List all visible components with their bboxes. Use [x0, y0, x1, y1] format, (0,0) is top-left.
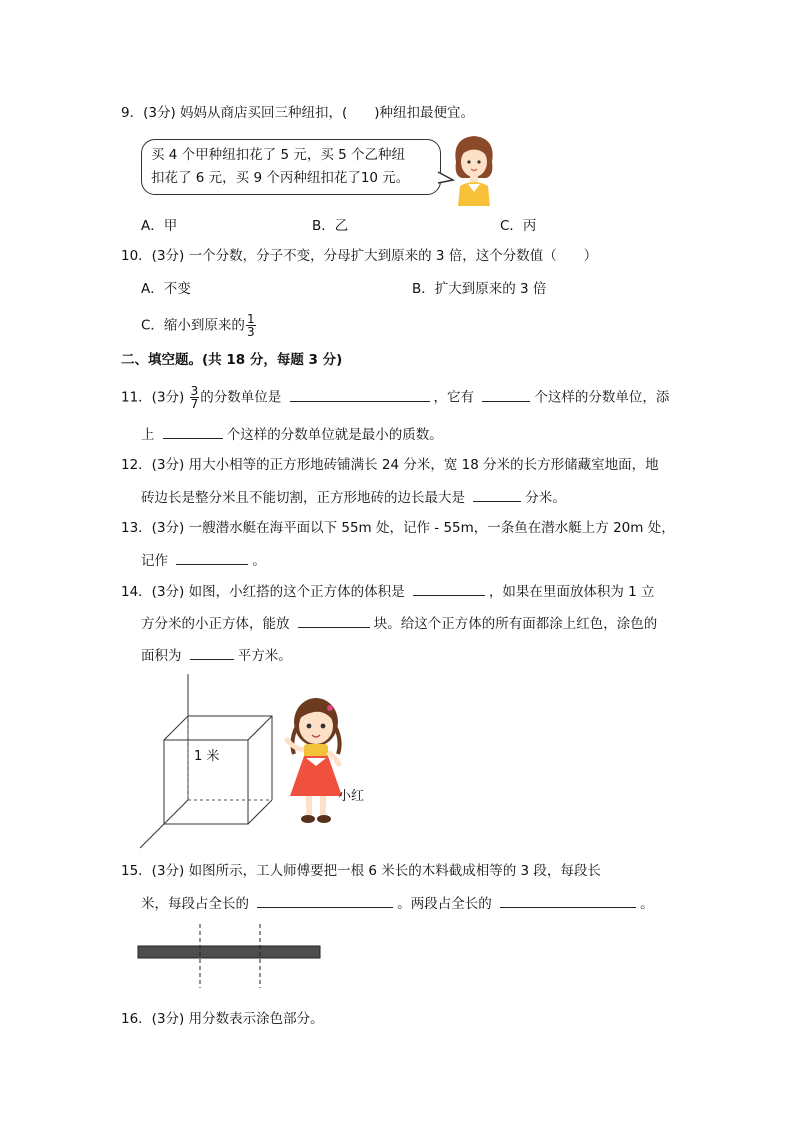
q14-line-2 — [141, 613, 657, 634]
q10-option-c — [141, 313, 257, 338]
q15-text-2b: 。两段占全长的 — [397, 896, 492, 912]
q14-line-3 — [141, 645, 292, 666]
q14-text-3b: 平方米。 — [237, 648, 292, 664]
answer-blank[interactable] — [257, 893, 393, 908]
girl-label: 小红 — [338, 789, 365, 804]
q9-option-b: B．乙 — [312, 218, 349, 234]
q12-line-1: 12．(3分) 用大小相等的正方形地砖铺满长 24 分米，宽 18 分米的长方形储藏室地面，地 — [121, 457, 659, 473]
q13-text-b: 。 — [252, 553, 266, 569]
q14-text-2b: 块。给这个正方体的所有面都涂上红色，涂色的 — [373, 616, 658, 632]
q10-stem: 10．(3分) 一个分数，分子不变，分母扩大到原来的 3 倍，这个分数值（ ） — [121, 248, 598, 264]
q16-stem: 16．(3分) 用分数表示涂色部分。 — [121, 1011, 324, 1027]
cube-edge-label: 1 米 — [194, 749, 220, 764]
wood-bar-diagram — [134, 922, 326, 992]
q11-text-5: 个这样的分数单位就是最小的质数。 — [226, 427, 443, 443]
fraction-denominator: 7 — [190, 397, 199, 411]
q11-prefix: 11．(3分) — [121, 389, 185, 406]
q12-line-2 — [141, 487, 566, 508]
q10-option-b: B．扩大到原来的 3 倍 — [412, 281, 547, 297]
q15-line-2 — [141, 893, 654, 914]
q11-line-2 — [141, 424, 443, 445]
answer-blank[interactable] — [163, 424, 223, 439]
q13-line-2 — [141, 550, 266, 571]
answer-blank[interactable] — [290, 387, 430, 402]
q13-text-a: 记作 — [141, 553, 168, 569]
q10-option-c-text: C．缩小到原来的 — [141, 317, 245, 334]
q10-option-a: A．不变 — [141, 281, 191, 297]
q12-text-a: 砖边长是整分米且不能切割，正方形地砖的边长最大是 — [141, 490, 465, 506]
fraction-denominator: 3 — [246, 325, 255, 339]
answer-blank[interactable] — [473, 487, 521, 502]
fraction-three-sevenths — [190, 385, 200, 410]
answer-blank[interactable] — [482, 387, 530, 402]
q14-line-1 — [121, 581, 655, 602]
q14-text-2a: 方分米的小正方体，能放 — [141, 616, 290, 632]
q15-text-2c: 。 — [640, 896, 654, 912]
q11-text-1: 的分数单位是 — [200, 389, 282, 406]
q11-text-3: 个这样的分数单位，添 — [534, 389, 670, 406]
q9-stem: 9．(3分) 妈妈从商店买回三种纽扣，( )种纽扣最便宜。 — [121, 105, 475, 121]
q15-text-2a: 米，每段占全长的 — [141, 896, 249, 912]
girl-xiaohong-illustration — [276, 692, 356, 828]
q11-line-1 — [121, 385, 669, 410]
answer-blank[interactable] — [413, 581, 485, 596]
bubble-line-1: 买 4 个甲种纽扣花了 5 元，买 5 个乙种纽 — [151, 147, 406, 163]
q11-text-4: 上 — [141, 427, 155, 443]
answer-blank[interactable] — [298, 613, 370, 628]
section-heading: 二、填空题。(共 18 分，每题 3 分) — [121, 352, 343, 368]
answer-blank[interactable] — [190, 645, 234, 660]
q9-option-a: A．甲 — [141, 218, 178, 234]
fraction-one-third — [246, 313, 256, 338]
q14-text-3a: 面积为 — [141, 648, 182, 664]
q12-text-b: 分米。 — [525, 490, 566, 506]
q11-text-2: ，它有 — [433, 389, 475, 406]
q14-text-1a: 14．(3分) 如图，小红搭的这个正方体的体积是 — [121, 584, 405, 600]
fraction-numerator: 1 — [246, 312, 255, 326]
q14-text-1b: ，如果在里面放体积为 1 立 — [488, 584, 655, 600]
answer-blank[interactable] — [176, 550, 248, 565]
q13-line-1: 13．(3分) 一艘潜水艇在海平面以下 55m 处，记作 - 55m，一条鱼在潜水艇上方 20m 处， — [121, 520, 675, 536]
fraction-numerator: 3 — [190, 384, 199, 398]
q15-line-1: 15．(3分) 如图所示，工人师傅要把一根 6 米长的木料截成相等的 3 段，每段长 — [121, 863, 601, 879]
mother-illustration — [448, 132, 500, 206]
answer-blank[interactable] — [500, 893, 636, 908]
q9-option-c: C．丙 — [500, 218, 537, 234]
bubble-line-2: 扣花了 6 元，买 9 个丙种纽扣花了10 元。 — [151, 170, 410, 186]
